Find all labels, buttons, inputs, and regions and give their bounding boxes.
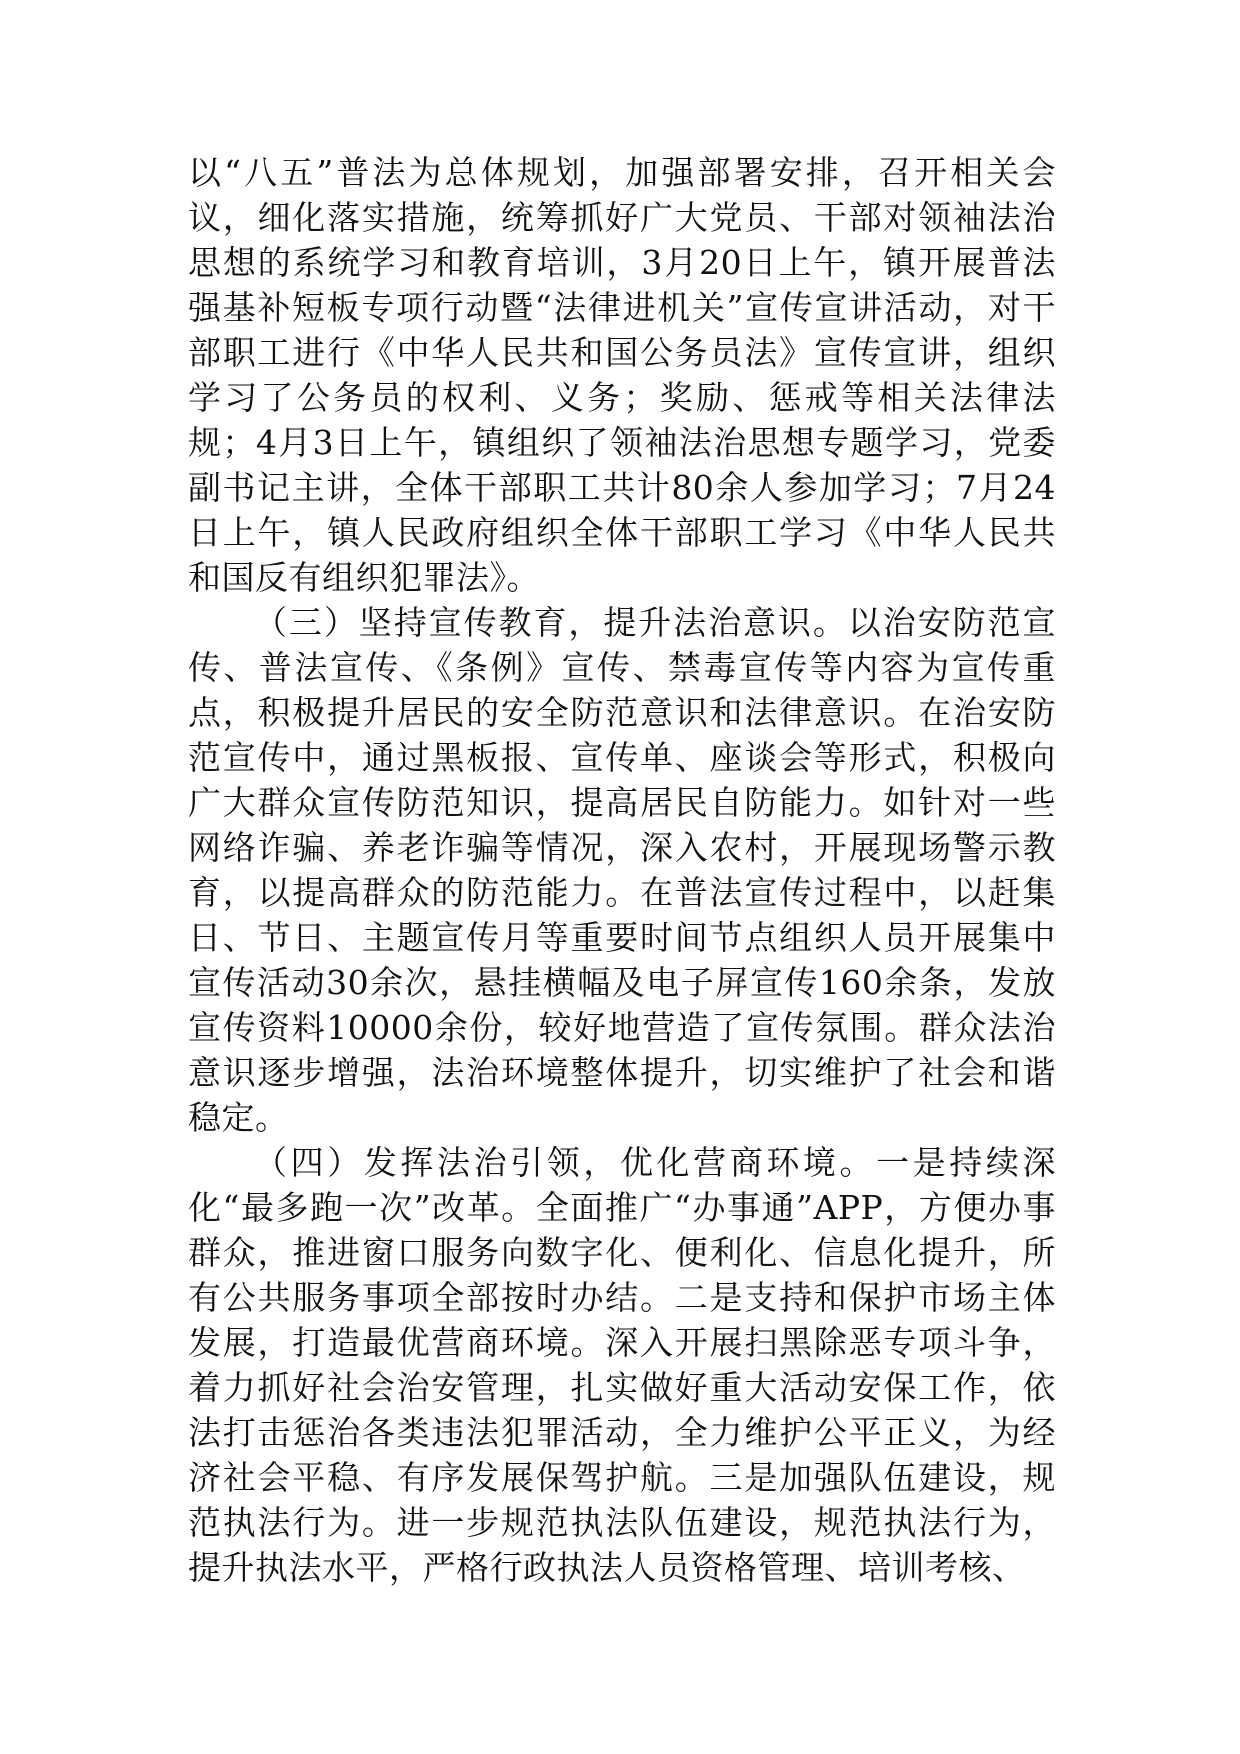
paragraph-section-3: （三）坚持宣传教育，提升法治意识。以治安防范宣传、普法宣传、《条例》宣传、禁毒宣传等内容为宣传重点，积极提升居民的安全防范意识和法律意识。在治安防范宣传中，通过黑板报、宣传单、座谈会等形式，积极向广大群众宣传防范知识，提高居民自防能力。如针对一些网络诈骗、养老诈骗等情况，深入农村，开展现场警示教育，以提高群众的防范能力。在普法宣传过程中，以赶集日、节日、主题宣传月等重要时间节点组织人员开展集中宣传活动30余次，悬挂横幅及电子屏宣传160余条，发放宣传资料10000余份，较好地营造了宣传氛围。群众法治意识逐步增强，法治环境整体提升，切实维护了社会和谐稳定。 bbox=[188, 603, 1056, 1137]
paragraph-section-4: （四）发挥法治引领，优化营商环境。一是持续深化“最多跑一次”改革。全面推广“办事通”APP，方便办事群众，推进窗口服务向数字化、便利化、信息化提升，所有公共服务事项全部按时办结。二是支持和保护市场主体发展，打造最优营商环境。深入开展扫黑除恶专项斗争，着力抓好社会治安管理，扎实做好重大活动安保工作，依法打击惩治各类违法犯罪活动，全力维护公平正义，为经济社会平稳、有序发展保驾护航。三是加强队伍建设，规范执法行为。进一步规范执法队伍建设，规范执法行为，提升执法水平，严格行政执法人员资格管理、培训考核、 bbox=[188, 1143, 1056, 1587]
document-page bbox=[188, 150, 1056, 1590]
paragraph-continuation: 以“八五”普法为总体规划，加强部署安排，召开相关会议，细化落实措施，统筹抓好广大党员、干部对领袖法治思想的系统学习和教育培训，3月20日上午，镇开展普法强基补短板专项行动暨“法律进机关”宣传宣讲活动，对干部职工进行《中华人民共和国公务员法》宣传宣讲，组织学习了公务员的权利、义务；奖励、惩戒等相关法律法规；4月3日上午，镇组织了领袖法治思想专题学习，党委副书记主讲，全体干部职工共计80余人参加学习；7月24日上午，镇人民政府组织全体干部职工学习《中华人民共和国反有组织犯罪法》。 bbox=[188, 153, 1056, 597]
